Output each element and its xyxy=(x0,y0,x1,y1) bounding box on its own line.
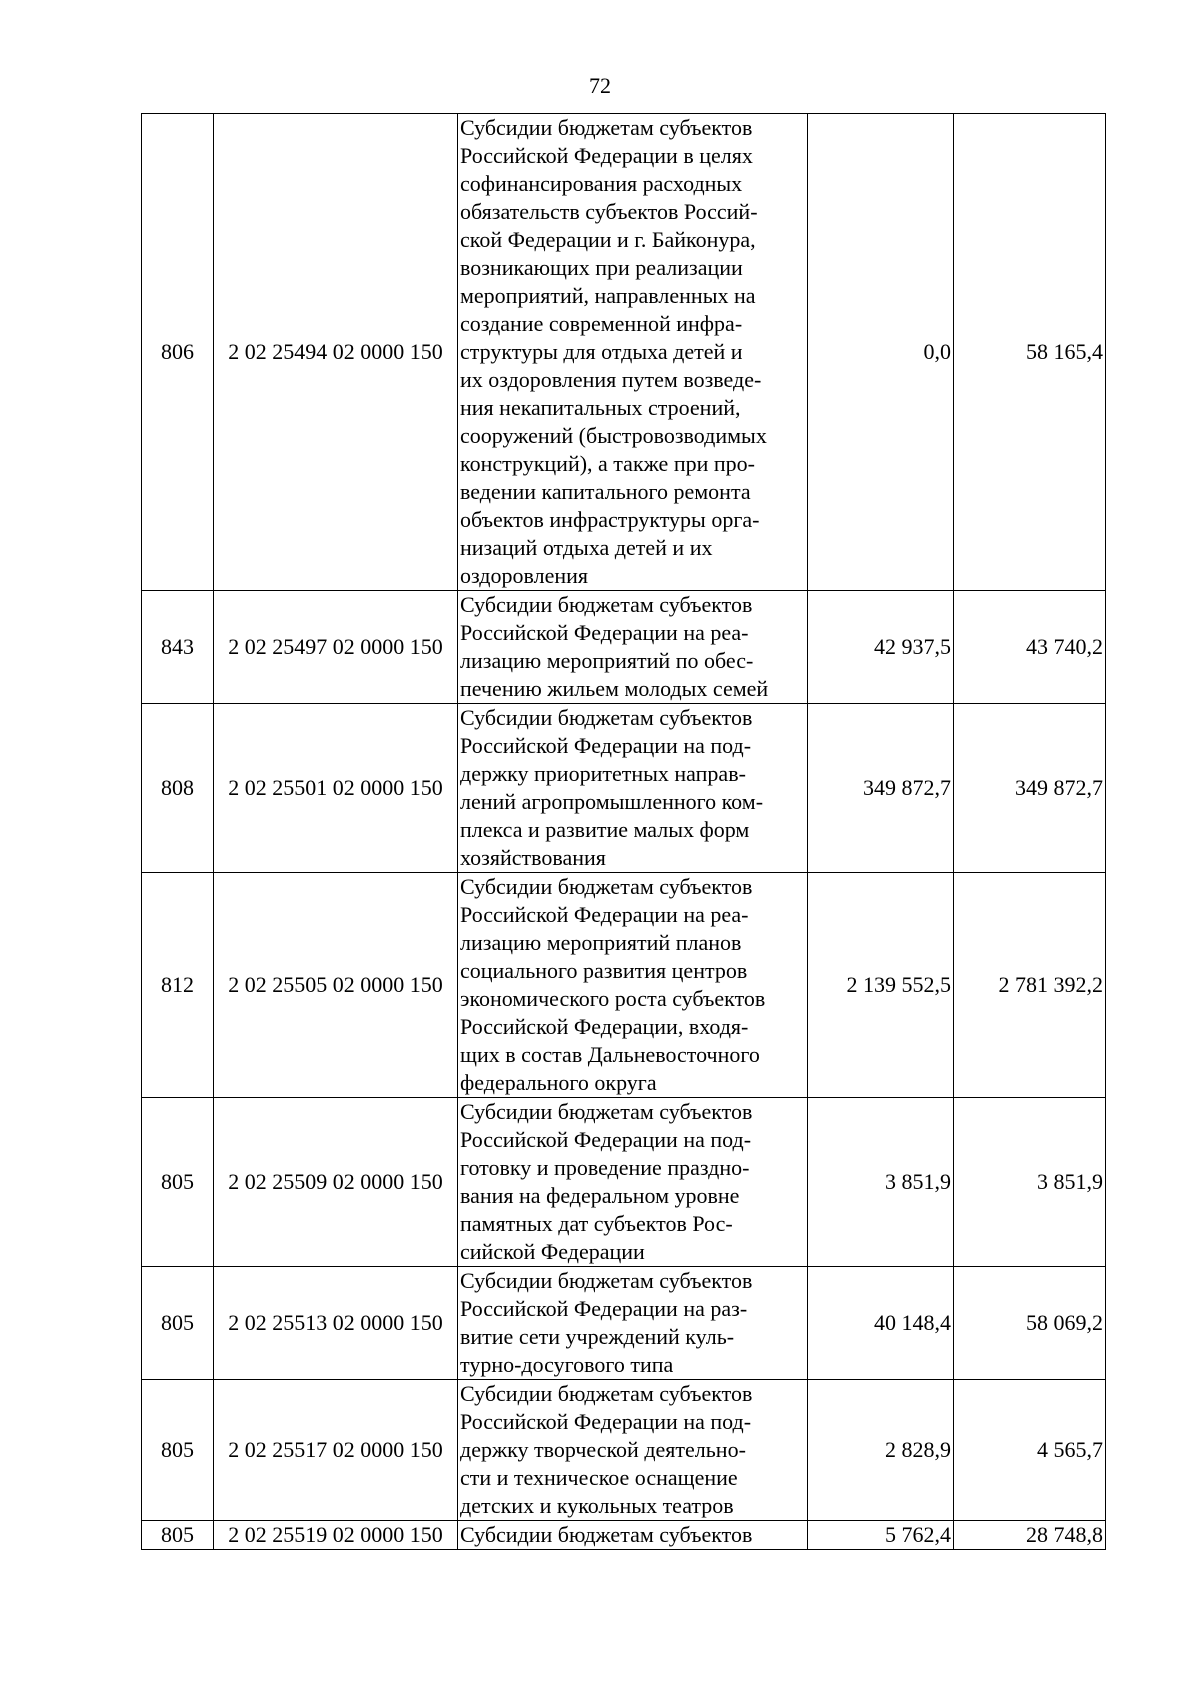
description-line: памятных дат субъектов Рос- xyxy=(460,1211,733,1236)
description-cell xyxy=(458,1380,808,1521)
table-row xyxy=(142,1267,1106,1380)
description-line: лизацию мероприятий по обес- xyxy=(460,648,754,673)
description-line: Российской Федерации в целях xyxy=(460,143,753,168)
description-line: конструкций), а также при про- xyxy=(460,451,755,476)
description-line: обязательств субъектов Россий- xyxy=(460,199,758,224)
admin-code-cell: 805 xyxy=(142,1267,214,1380)
description-line: Субсидии бюджетам субъектов xyxy=(460,705,753,730)
description-line: Субсидии бюджетам субъектов xyxy=(460,1522,753,1547)
description-line: плекса и развитие малых форм xyxy=(460,817,750,842)
budget-table xyxy=(141,113,1106,1550)
amount-year-1-cell: 5 762,4 xyxy=(808,1521,954,1550)
description-line: Субсидии бюджетам субъектов xyxy=(460,1381,753,1406)
table-row xyxy=(142,1521,1106,1550)
description-line: Российской Федерации, входя- xyxy=(460,1014,749,1039)
description-line: держку приоритетных направ- xyxy=(460,761,746,786)
budget-classification-code-cell: 2 02 25497 02 0000 150 xyxy=(214,591,458,704)
amount-year-2-cell: 4 565,7 xyxy=(954,1380,1106,1521)
amount-year-1-cell: 40 148,4 xyxy=(808,1267,954,1380)
description-cell xyxy=(458,873,808,1098)
table-row xyxy=(142,1098,1106,1267)
budget-classification-code-cell: 2 02 25494 02 0000 150 xyxy=(214,114,458,591)
description-line: турно-досугового типа xyxy=(460,1352,674,1377)
description-line: Субсидии бюджетам субъектов xyxy=(460,115,753,140)
description-line: Российской Федерации на под- xyxy=(460,1409,752,1434)
description-line: объектов инфраструктуры орга- xyxy=(460,507,760,532)
description-line: федерального округа xyxy=(460,1070,657,1095)
description-line: возникающих при реализации xyxy=(460,255,743,280)
amount-year-1-cell: 3 851,9 xyxy=(808,1098,954,1267)
description-line: создание современной инфра- xyxy=(460,311,743,336)
description-line: Субсидии бюджетам субъектов xyxy=(460,874,753,899)
description-line: сти и техническое оснащение xyxy=(460,1465,738,1490)
amount-year-1-cell: 349 872,7 xyxy=(808,704,954,873)
description-line: лизацию мероприятий планов xyxy=(460,930,742,955)
admin-code-cell: 812 xyxy=(142,873,214,1098)
description-line: Российской Федерации на раз- xyxy=(460,1296,748,1321)
amount-year-2-cell: 28 748,8 xyxy=(954,1521,1106,1550)
description-line: Субсидии бюджетам субъектов xyxy=(460,592,753,617)
description-line: Российской Федерации на реа- xyxy=(460,902,749,927)
description-line: лений агропромышленного ком- xyxy=(460,789,764,814)
description-line: детских и кукольных театров xyxy=(460,1493,734,1518)
description-cell xyxy=(458,1098,808,1267)
description-line: сооружений (быстровозводимых xyxy=(460,423,767,448)
budget-classification-code-cell: 2 02 25517 02 0000 150 xyxy=(214,1380,458,1521)
description-cell xyxy=(458,1267,808,1380)
description-line: печению жильем молодых семей xyxy=(460,676,769,701)
description-line: сийской Федерации xyxy=(460,1239,645,1264)
amount-year-2-cell: 349 872,7 xyxy=(954,704,1106,873)
description-line: ведении капитального ремонта xyxy=(460,479,751,504)
table-row xyxy=(142,114,1106,591)
description-line: их оздоровления путем возведе- xyxy=(460,367,762,392)
description-line: Субсидии бюджетам субъектов xyxy=(460,1099,753,1124)
description-line: хозяйствования xyxy=(460,845,606,870)
description-line: вания на федеральном уровне xyxy=(460,1183,740,1208)
description-line: мероприятий, направленных на xyxy=(460,283,756,308)
page-number: 72 xyxy=(589,73,611,98)
table-row xyxy=(142,704,1106,873)
description-line: ской Федерации и г. Байконура, xyxy=(460,227,756,252)
amount-year-2-cell: 2 781 392,2 xyxy=(954,873,1106,1098)
amount-year-2-cell: 43 740,2 xyxy=(954,591,1106,704)
amount-year-2-cell: 58 165,4 xyxy=(954,114,1106,591)
description-line: оздоровления xyxy=(460,563,588,588)
table-row xyxy=(142,591,1106,704)
description-line: готовку и проведение праздно- xyxy=(460,1155,750,1180)
description-cell xyxy=(458,704,808,873)
description-line: софинансирования расходных xyxy=(460,171,743,196)
description-line: Российской Федерации на под- xyxy=(460,733,752,758)
table-row xyxy=(142,1380,1106,1521)
admin-code-cell: 808 xyxy=(142,704,214,873)
amount-year-1-cell: 2 828,9 xyxy=(808,1380,954,1521)
description-line: структуры для отдыха детей и xyxy=(460,339,743,364)
admin-code-cell: 805 xyxy=(142,1521,214,1550)
admin-code-cell: 843 xyxy=(142,591,214,704)
description-cell xyxy=(458,591,808,704)
description-line: Субсидии бюджетам субъектов xyxy=(460,1268,753,1293)
description-line: Российской Федерации на под- xyxy=(460,1127,752,1152)
budget-classification-code-cell: 2 02 25513 02 0000 150 xyxy=(214,1267,458,1380)
budget-classification-code-cell: 2 02 25505 02 0000 150 xyxy=(214,873,458,1098)
budget-classification-code-cell: 2 02 25509 02 0000 150 xyxy=(214,1098,458,1267)
description-line: социального развития центров xyxy=(460,958,748,983)
budget-classification-code-cell: 2 02 25501 02 0000 150 xyxy=(214,704,458,873)
description-line: витие сети учреждений куль- xyxy=(460,1324,735,1349)
admin-code-cell: 805 xyxy=(142,1380,214,1521)
admin-code-cell: 806 xyxy=(142,114,214,591)
table-body xyxy=(142,114,1106,1550)
amount-year-1-cell: 2 139 552,5 xyxy=(808,873,954,1098)
description-line: ния некапитальных строений, xyxy=(460,395,741,420)
description-line: держку творческой деятельно- xyxy=(460,1437,746,1462)
description-line: экономического роста субъектов xyxy=(460,986,766,1011)
amount-year-2-cell: 3 851,9 xyxy=(954,1098,1106,1267)
admin-code-cell: 805 xyxy=(142,1098,214,1267)
description-cell xyxy=(458,114,808,591)
description-line: Российской Федерации на реа- xyxy=(460,620,749,645)
description-line: низаций отдыха детей и их xyxy=(460,535,713,560)
amount-year-1-cell: 42 937,5 xyxy=(808,591,954,704)
table-row xyxy=(142,873,1106,1098)
amount-year-2-cell: 58 069,2 xyxy=(954,1267,1106,1380)
amount-year-1-cell: 0,0 xyxy=(808,114,954,591)
description-cell xyxy=(458,1521,808,1550)
description-line: щих в состав Дальневосточного xyxy=(460,1042,760,1067)
budget-classification-code-cell: 2 02 25519 02 0000 150 xyxy=(214,1521,458,1550)
